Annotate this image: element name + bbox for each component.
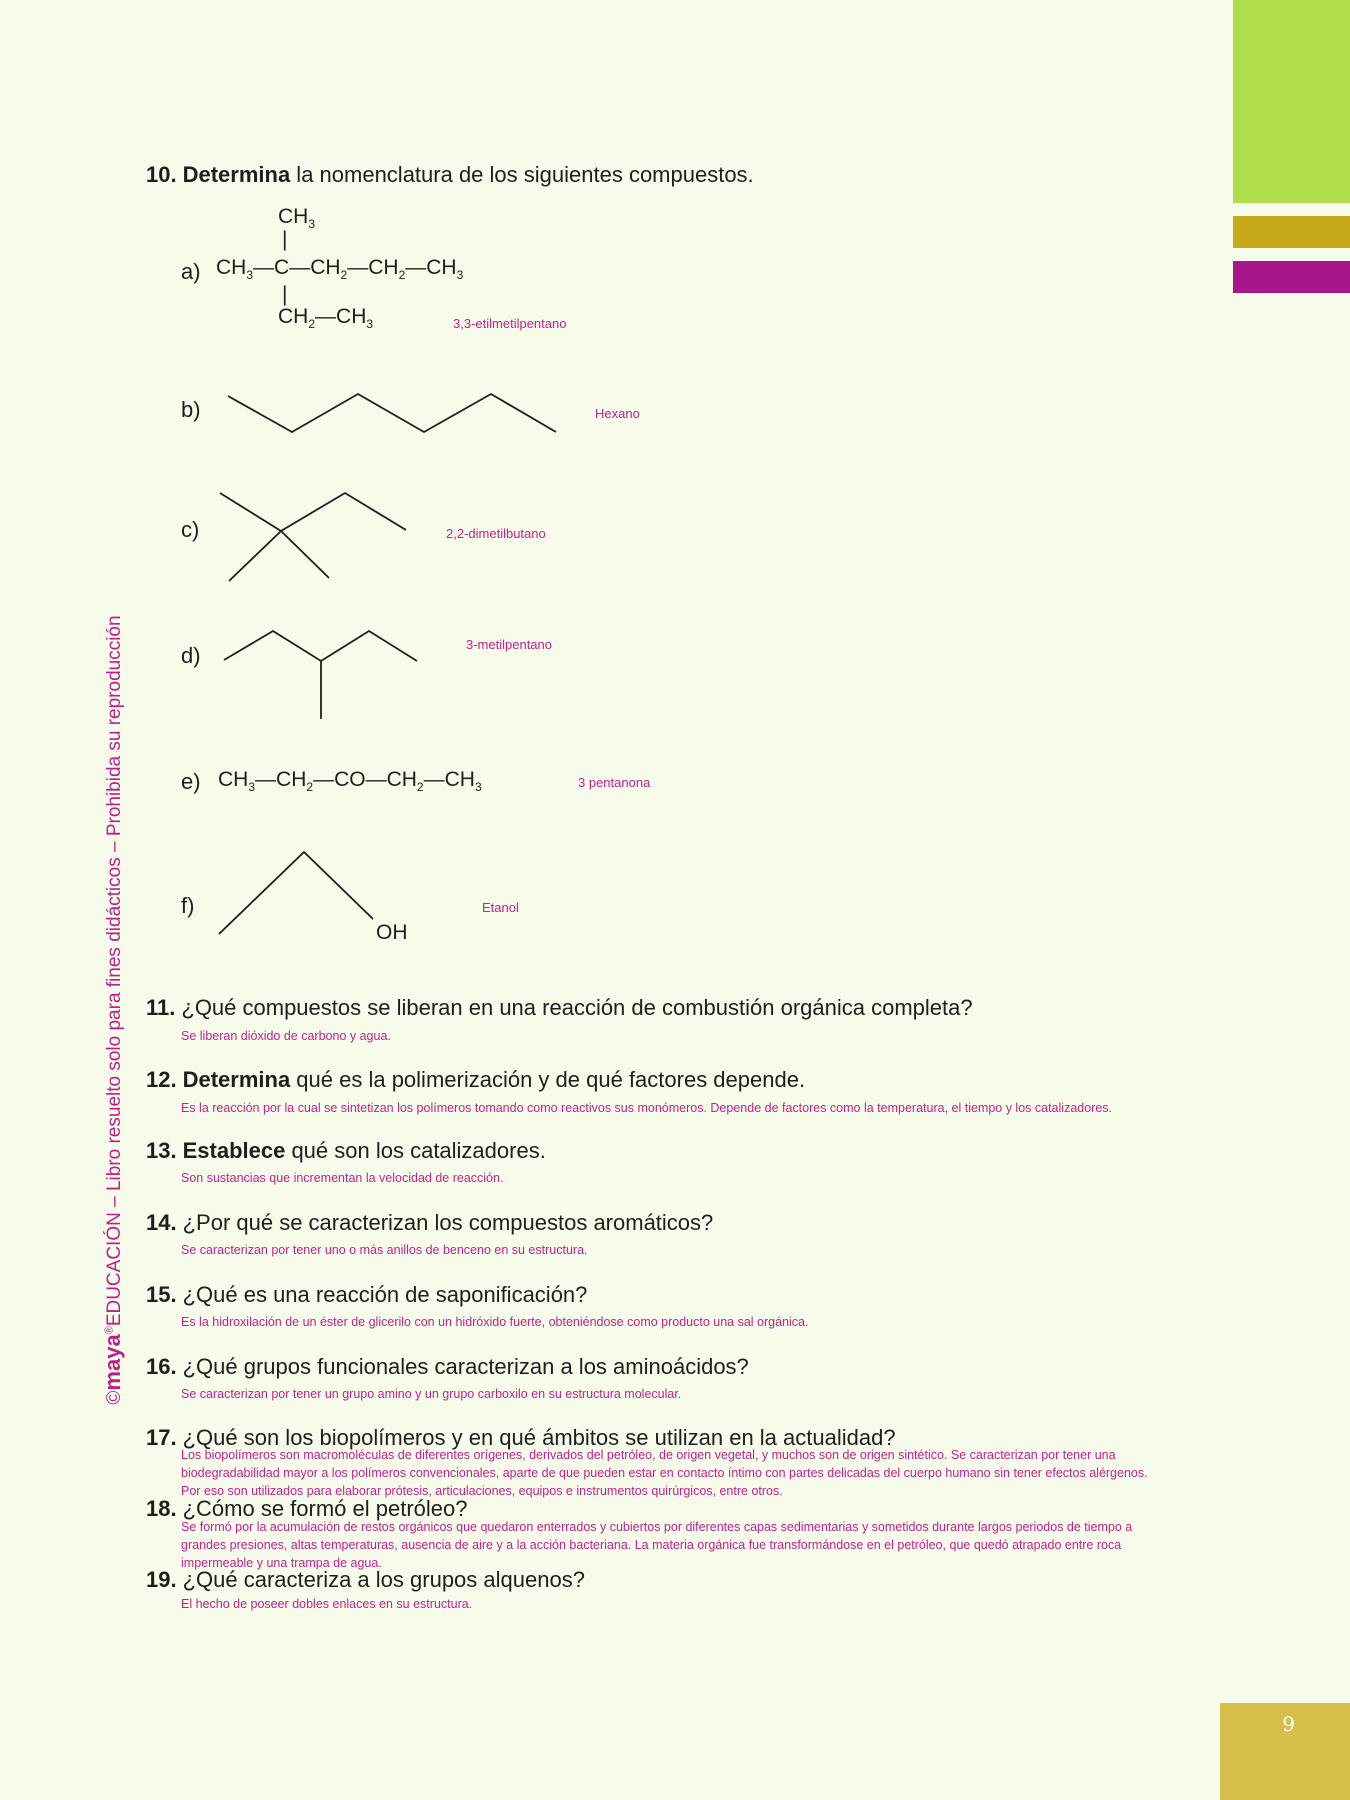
question-number: 15.	[146, 1282, 177, 1307]
question-10	[146, 162, 754, 188]
question-number: 16.	[146, 1354, 177, 1379]
answer-17: Los biopolímeros son macromoléculas de diferentes orígenes, derivados del petróleo, de origen vegetal, y muchos son de origen sintético. Se caracterizan por tener una biodegradabilidad mayor a los polímeros convencionales, aparte de que pueden estar en contacto íntimo con partes delicadas del cuerpo humano sin tener efectos alérgenos. Por eso son utilizados para elaborar prótesis, articulaciones, equipos e instrumentos quirúrgicos, entre otros.	[181, 1448, 1148, 1498]
answer-b: Hexano	[595, 406, 640, 421]
question-text: ¿Qué compuestos se liberan en una reacción de combustión orgánica completa?	[181, 995, 973, 1020]
question-text: qué es la polimerización y de qué factores depende.	[290, 1067, 806, 1092]
question-number: 11.	[146, 995, 176, 1020]
question-number: 17.	[146, 1425, 177, 1450]
formula-a-bottom: $CH_2—CH_3$	[278, 305, 374, 332]
answer-12: Es la reacción por la cual se sintetizan los polímeros tomando como reactivos sus monómeros. Depende de factores como la temperatura, el tiempo y los catalizadores.	[181, 1101, 1113, 1115]
color-tab-gold	[1233, 216, 1350, 248]
question-text: ¿Qué es una reacción de saponificación?	[182, 1282, 588, 1307]
sidebar-text: EDUCACIÓN – Libro resuelto solo para fines didácticos – Prohibida su reproducción	[104, 615, 125, 1327]
question-text: ¿Por qué se caracterizan los compuestos aromáticos?	[182, 1210, 714, 1235]
item-f-label: f)	[181, 893, 195, 918]
question-number: 19.	[146, 1567, 177, 1592]
question-number: 18.	[146, 1496, 177, 1521]
question-11	[146, 995, 973, 1021]
question-15	[146, 1282, 587, 1308]
answer-15: Es la hidroxilación de un éster de glicerilo con un hidróxido fuerte, obteniéndose como producto una sal orgánica.	[181, 1315, 809, 1329]
color-tab-green	[1233, 0, 1350, 203]
color-tab-magenta	[1233, 261, 1350, 293]
item-c-label: c)	[181, 517, 200, 542]
copyright-sidebar	[100, 615, 126, 1404]
question-19	[146, 1567, 585, 1593]
copyright-symbol: ©	[104, 1390, 125, 1405]
formula-a-bond-down: |	[282, 283, 288, 306]
formula-a-main: $CH_3—C—CH_2—CH_2—CH_3$	[216, 256, 464, 283]
question-16	[146, 1354, 749, 1380]
item-a-label: a)	[181, 259, 201, 284]
hydroxyl-label: OH	[376, 921, 408, 944]
registered-mark: ®	[103, 1326, 116, 1335]
answer-e: 3 pentanona	[578, 775, 651, 790]
question-text: ¿Qué son los biopolímeros y en qué ámbitos se utilizan en la actualidad?	[182, 1425, 896, 1450]
question-text: la nomenclatura de los siguientes compuestos.	[290, 162, 754, 187]
question-number: 14.	[146, 1210, 177, 1235]
question-text: ¿Cómo se formó el petróleo?	[182, 1496, 468, 1521]
item-d-label: d)	[181, 643, 201, 668]
question-number: 12.	[146, 1067, 177, 1092]
question-text: ¿Qué grupos funcionales caracterizan a los aminoácidos?	[182, 1354, 749, 1379]
question-number: 10.	[146, 162, 177, 187]
question-number: 13.	[146, 1138, 177, 1163]
answer-13: Son sustancias que incrementan la velocidad de reacción.	[181, 1171, 504, 1185]
question-text: qué son los catalizadores.	[285, 1138, 546, 1163]
structure-f-ethanol	[0, 0, 1, 1]
question-12	[146, 1067, 805, 1093]
question-verb: Determina	[182, 162, 291, 187]
formula-a-bond-up: |	[282, 228, 288, 251]
answer-c: 2,2-dimetilbutano	[446, 526, 546, 541]
question-text: ¿Qué caracteriza a los grupos alquenos?	[182, 1567, 585, 1592]
question-verb: Determina	[182, 1067, 291, 1092]
question-13	[146, 1138, 546, 1164]
answer-11: Se liberan dióxido de carbono y agua.	[181, 1029, 391, 1043]
page-number: 9	[1282, 1712, 1295, 1736]
answer-a: 3,3-etilmetilpentano	[453, 316, 567, 331]
answer-14: Se caracterizan por tener uno o más anillos de benceno en su estructura.	[181, 1243, 588, 1257]
item-e-label: e)	[181, 769, 201, 794]
answer-f: Etanol	[482, 900, 519, 915]
question-14	[146, 1210, 713, 1236]
answer-18: Se formó por la acumulación de restos orgánicos que quedaron enterrados y cubiertos por diferentes capas sedimentarias y sometidos durante largos periodos de tiempo a grandes presiones, altas temperaturas, ausencia de aire y a la acción bacteriana. La materia orgánica fue transformándose en el petróleo, que quedó atrapado entre roca impermeable y una trampa de agua.	[181, 1520, 1133, 1570]
formula-e: $CH_3—CH_2—CO—CH_2—CH_3$	[218, 768, 482, 795]
answer-16: Se caracterizan por tener un grupo amino y un grupo carboxilo en su estructura molecular.	[181, 1387, 682, 1401]
answer-d: 3-metilpentano	[466, 637, 552, 652]
question-verb: Establece	[182, 1138, 286, 1163]
answer-19: El hecho de poseer dobles enlaces en su estructura.	[181, 1597, 473, 1611]
item-b-label: b)	[181, 397, 201, 422]
brand-logo: maya	[100, 1334, 125, 1391]
formula-a-top: $CH_3$	[278, 205, 316, 232]
